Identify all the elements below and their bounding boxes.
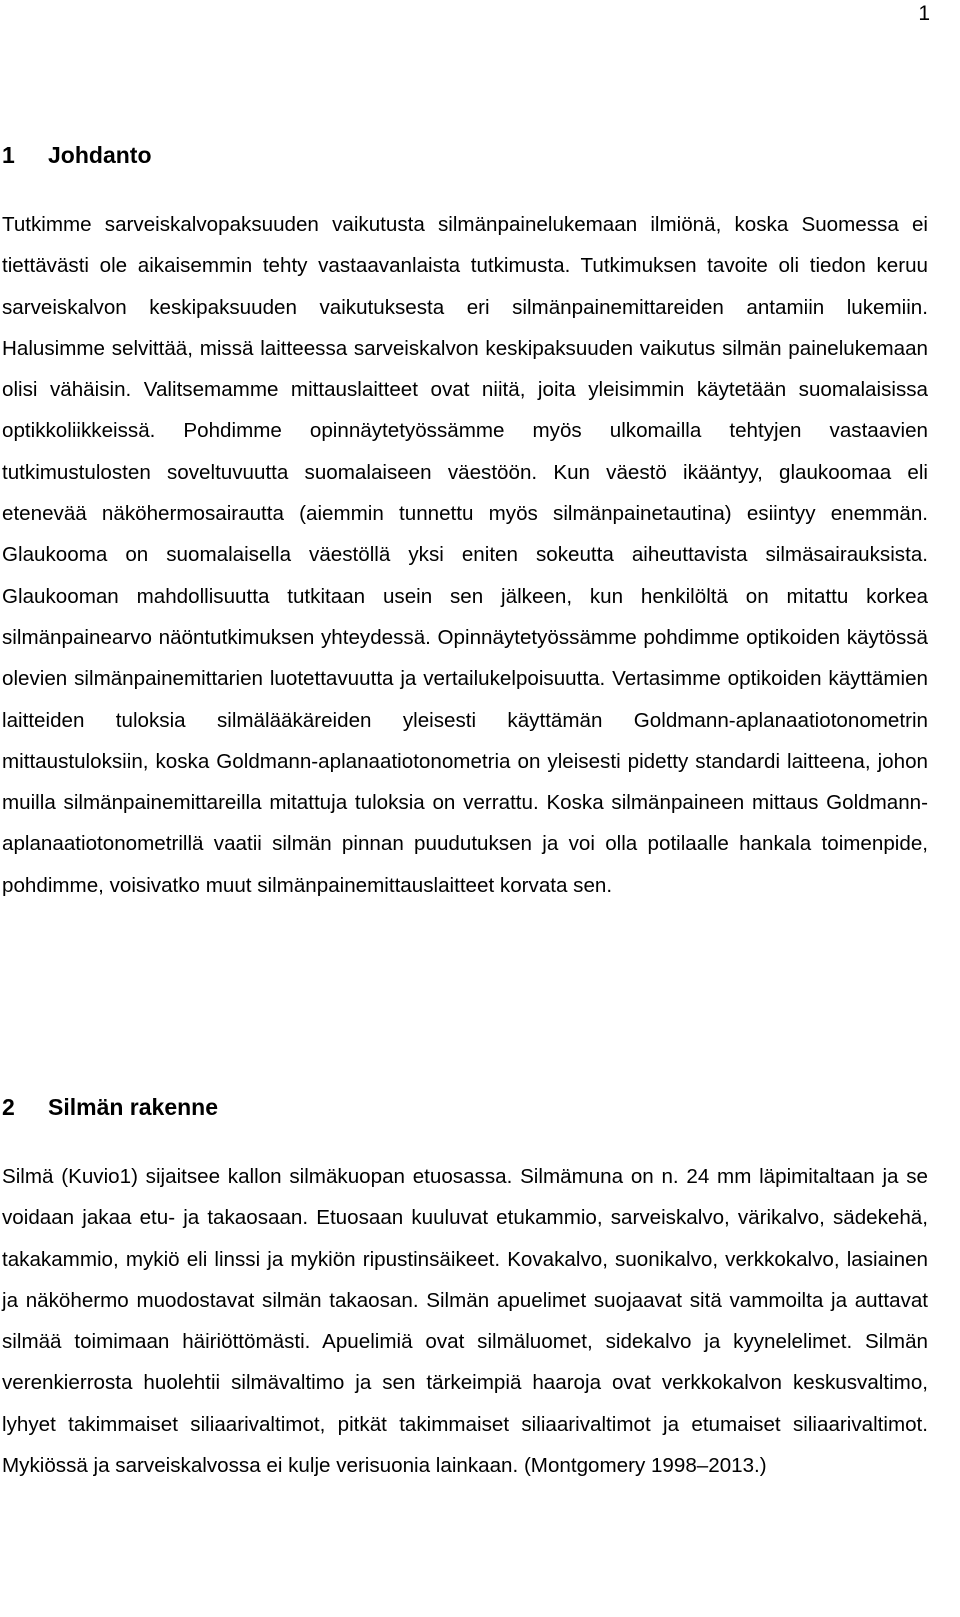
section-title: Silmän rakenne bbox=[48, 1094, 219, 1120]
section-title: Johdanto bbox=[48, 142, 152, 168]
section-heading-silman-rakenne bbox=[2, 1093, 218, 1121]
section-heading-johdanto bbox=[2, 141, 152, 169]
section-paragraph-silman-rakenne: Silmä (Kuvio1) sijaitsee kallon silmäkuopan etuosassa. Silmämuna on n. 24 mm läpimitaltaan ja se voidaan jakaa etu- ja takaosaan. Etuosaan kuuluvat etukammio, sarveiskalvo, värikalvo, sädekehä, takakammio, mykiö eli linssi ja mykiön ripustinsäikeet. Kovakalvo, suonikalvo, verkkokalvo, lasiainen ja näköhermo muodostavat silmän takaosan. Silmän apuelimet suojaavat sitä vammoilta ja auttavat silmää toimimaan häiriöttömästi. Apuelimiä ovat silmäluomet, sidekalvo ja kyynelelimet. Silmän verenkierrosta huolehtii silmävaltimo ja sen tärkeimpiä haaroja ovat verkkokalvon keskusvaltimo, lyhyet takimmaiset siliaarivaltimot, pitkät takimmaiset siliaarivaltimot ja etumaiset siliaarivaltimot. Mykiössä ja sarveiskalvossa ei kulje verisuonia lainkaan. (Montgomery 1998–2013.) bbox=[2, 1165, 928, 1478]
page-number: 1 bbox=[918, 2, 930, 25]
section-number: 2 bbox=[2, 1094, 15, 1120]
section-number: 1 bbox=[2, 142, 15, 168]
section-paragraph-johdanto: Tutkimme sarveiskalvopaksuuden vaikutusta silmänpainelukemaan ilmiönä, koska Suomessa ei tiettävästi ole aikaisemmin tehty vastaavanlaista tutkimusta. Tutkimuksen tavoite oli tiedon keruu sarveiskalvon keskipaksuuden vaikutuksesta eri silmänpainemittareiden antamiin lukemiin. Halusimme selvittää, missä laitteessa sarveiskalvon keskipaksuuden vaikutus silmän painelukemaan olisi vähäisin. Valitsemamme mittauslaitteet ovat niitä, joita yleisimmin käytetään suomalaisissa optikkoliikkeissä. Pohdimme opinnäytetyössämme myös ulkomailla tehtyjen vastaavien tutkimustulosten soveltuvuutta suomalaiseen väestöön. Kun väestö ikääntyy, glaukoomaa eli etenevää näköhermosairautta (aiemmin tunnettu myös silmänpainetautina) esiintyy enemmän. Glaukooma on suomalaisella väestöllä yksi eniten sokeutta aiheuttavista silmäsairauksista. Glaukooman mahdollisuutta tutkitaan usein sen jälkeen, kun henkilöltä on mitattu korkea silmänpainearvo näöntutkimuksen yhteydessä. Opinnäytetyössämme pohdimme optikoiden käytössä olevien silmänpainemittarien luotettavuutta ja vertailukelpoisuutta. Vertasimme optikoiden käyttämien laitteiden tuloksia silmälääkäreiden yleisesti käyttämän Goldmann-aplanaatiotonometrin mittaustuloksiin, koska Goldmann-aplanaatiotonometria on yleisesti pidetty standardi laitteena, johon muilla silmänpainemittareilla mitattuja tuloksia on verrattu. Koska silmänpaineen mittaus Goldmann-aplanaatiotonometrillä vaatii silmän pinnan puudutuksen ja voi olla potilaalle hankala toimenpide, pohdimme, voisivatko muut silmänpainemittauslaitteet korvata sen. bbox=[2, 213, 928, 897]
